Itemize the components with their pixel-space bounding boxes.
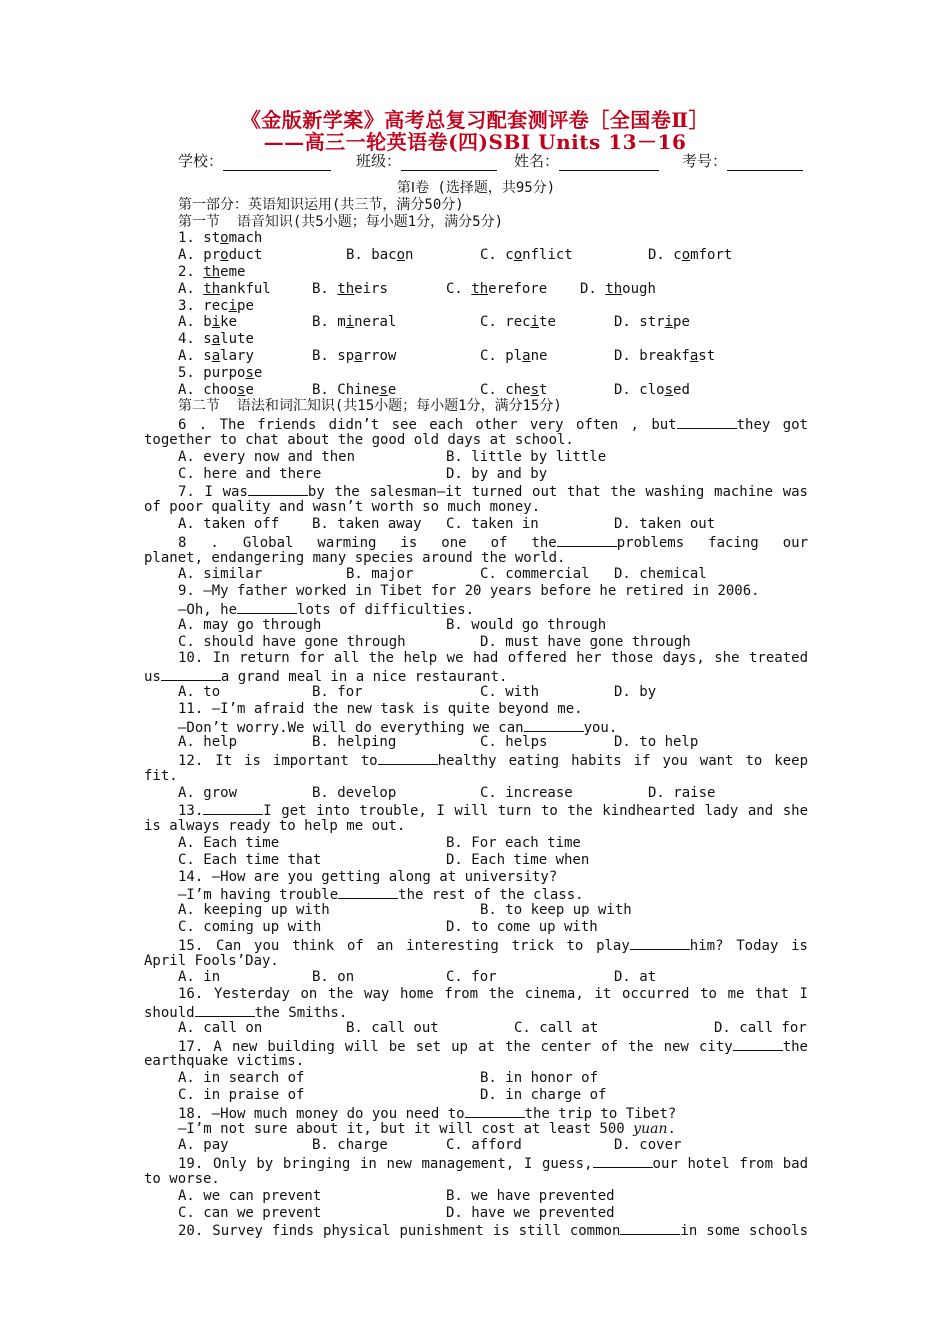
option-a[interactable]: A. we can prevent <box>178 1187 322 1204</box>
options-row <box>144 734 808 751</box>
question-16-cont: should the Smiths. <box>144 1005 348 1022</box>
phonetics-question-2: 2. theme <box>178 263 246 280</box>
option-b[interactable]: B. major <box>346 566 414 583</box>
option-c[interactable]: C. helps <box>480 734 548 751</box>
option-a[interactable]: A. Each time <box>178 835 280 852</box>
option-c[interactable]: C. chest <box>480 381 548 398</box>
phonetics-question-3: 3. recipe <box>178 297 254 314</box>
option-d[interactable]: D. have we prevented <box>446 1204 615 1221</box>
question-12-cont: fit. <box>144 767 178 784</box>
option-c[interactable]: C. Each time that <box>178 851 322 868</box>
answer-blank[interactable] <box>630 936 690 950</box>
option-b[interactable]: B. For each time <box>446 835 581 852</box>
options-row <box>144 919 808 936</box>
question-11-reply: —Don’t worry.We will do everything we can you. <box>178 719 618 736</box>
answer-blank[interactable] <box>237 600 297 614</box>
option-a[interactable]: A. pay <box>178 1137 229 1154</box>
options-row <box>144 852 808 869</box>
option-d[interactable]: D. comfort <box>648 247 733 264</box>
class-field[interactable]: 班级： <box>356 150 497 171</box>
option-b[interactable]: B. for <box>312 683 363 700</box>
options-row <box>144 1070 808 1087</box>
option-a[interactable]: A. choose <box>178 381 254 398</box>
option-d[interactable]: D. Each time when <box>446 851 590 868</box>
option-b[interactable]: B. little by little <box>446 448 607 465</box>
option-a[interactable]: A. grow <box>178 784 238 801</box>
option-b[interactable]: B. we have prevented <box>446 1187 615 1204</box>
options-row <box>144 449 808 466</box>
options-row <box>144 1137 808 1154</box>
question-10-cont: us a grand meal in a nice restaurant. <box>144 669 508 686</box>
question-7-cont: of poor quality and wasn’t worth so much money. <box>144 499 541 516</box>
option-b[interactable]: B. call out <box>346 1019 439 1036</box>
question-9: 9. —My father worked in Tibet for 20 years before he retired in 2006. <box>178 583 760 600</box>
option-d[interactable]: D. to help <box>614 734 699 751</box>
option-c[interactable]: C. can we prevent <box>178 1204 322 1221</box>
options-row <box>144 1205 808 1222</box>
option-b[interactable]: B. theirs <box>312 280 388 297</box>
option-c[interactable]: C. should have gone through <box>178 633 406 650</box>
options-row <box>144 281 808 298</box>
options-row <box>144 835 808 852</box>
option-a[interactable]: A. salary <box>178 347 254 364</box>
options-row <box>144 1087 808 1104</box>
question-9-reply: —Oh, he lots of difficulties. <box>178 601 475 618</box>
option-d[interactable]: D. by and by <box>446 465 548 482</box>
question-12: 12. It is important to healthy eating habits if you want to keep <box>178 753 808 770</box>
option-c[interactable]: C. afford <box>446 1137 522 1154</box>
option-c[interactable]: C. recite <box>480 314 556 331</box>
option-c[interactable]: C. therefore <box>446 280 548 297</box>
options-row <box>144 314 808 331</box>
question-16: 16. Yesterday on the way home from the cinema, it occurred to me that I <box>178 986 808 1003</box>
option-a[interactable]: A. to <box>178 683 221 700</box>
option-c[interactable]: C. call at <box>514 1019 599 1036</box>
phonetics-question-1: 1. stomach <box>178 230 263 247</box>
answer-blank[interactable] <box>248 482 308 496</box>
exam-subtitle: ——高三一轮英语卷(四)SBⅠ Units 13－16 <box>263 130 687 154</box>
option-a[interactable]: A. bike <box>178 314 238 331</box>
option-d[interactable]: D. must have gone through <box>480 633 691 650</box>
option-a[interactable]: A. in <box>178 969 221 986</box>
answer-blank[interactable] <box>338 885 398 899</box>
option-d[interactable]: D. raise <box>648 784 716 801</box>
options-row <box>144 785 808 802</box>
question-13-cont: is always ready to help me out. <box>144 818 406 835</box>
options-row <box>144 466 808 483</box>
options-row <box>144 247 808 264</box>
option-c[interactable]: C. plane <box>480 347 548 364</box>
options-row <box>144 382 808 399</box>
options-row <box>144 902 808 919</box>
exam-title: 《金版新学案》高考总复习配套测评卷［全国卷Ⅱ］ <box>240 108 710 132</box>
exam-number-field[interactable]: 考号： <box>682 150 803 171</box>
option-d[interactable]: D. taken out <box>614 515 716 532</box>
options-row <box>144 348 808 365</box>
option-b[interactable]: B. develop <box>312 784 397 801</box>
answer-blank[interactable] <box>465 1104 525 1118</box>
option-d[interactable]: D. stripe <box>614 314 690 331</box>
option-b[interactable]: B. bacon <box>346 247 414 264</box>
answer-blank[interactable] <box>593 1154 653 1168</box>
option-d[interactable]: D. though <box>580 280 656 297</box>
answer-blank[interactable] <box>524 718 584 732</box>
question-19-cont: to worse. <box>144 1171 220 1188</box>
option-d[interactable]: D. to come up with <box>446 919 598 936</box>
school-field[interactable]: 学校： <box>178 150 331 171</box>
option-c[interactable]: C. here and there <box>178 465 322 482</box>
question-13: 13. I get into trouble, I will turn to the kindhearted lady and she <box>178 803 808 820</box>
option-b[interactable]: B. charge <box>312 1137 388 1154</box>
question-6-cont: together to chat about the good old days at school. <box>144 431 574 448</box>
option-c[interactable]: C. in praise of <box>178 1087 305 1104</box>
option-a[interactable]: A. similar <box>178 566 263 583</box>
phonetics-question-4: 4. salute <box>178 331 254 348</box>
option-a[interactable]: A. taken off <box>178 515 280 532</box>
answer-blank[interactable] <box>677 415 737 429</box>
question-7: 7. I was by the salesman—it turned out that the washing machine was <box>178 484 808 501</box>
options-row <box>144 516 808 533</box>
option-b[interactable]: B. taken away <box>312 515 422 532</box>
question-20: 20. Survey finds physical punishment is still common in some schools <box>178 1223 808 1240</box>
option-d[interactable]: D. cover <box>614 1137 682 1154</box>
question-18-reply: —I’m not sure about it, but it will cost at least 500 yuan. <box>178 1120 676 1137</box>
options-row <box>144 684 808 701</box>
volume-heading: 第Ⅰ卷 (选择题，共95分) <box>396 180 556 196</box>
section1-heading: 第一节 语音知识(共5小题；每小题1分，满分5分) <box>178 213 503 230</box>
option-c[interactable]: C. taken in <box>446 515 539 532</box>
options-row <box>144 634 808 651</box>
option-a[interactable]: A. call on <box>178 1019 263 1036</box>
option-d[interactable]: D. in charge of <box>480 1087 607 1104</box>
option-b[interactable]: B. in honor of <box>480 1070 599 1087</box>
options-row <box>144 566 808 583</box>
answer-blank[interactable] <box>195 1003 255 1017</box>
option-a[interactable]: A. in search of <box>178 1070 305 1087</box>
answer-blank[interactable] <box>378 751 438 765</box>
answer-blank[interactable] <box>733 1037 783 1051</box>
option-b[interactable]: B. on <box>312 969 355 986</box>
options-row <box>144 617 808 634</box>
option-b[interactable]: B. mineral <box>312 314 397 331</box>
options-row <box>144 969 808 986</box>
option-d[interactable]: D. chemical <box>614 566 707 583</box>
option-b[interactable]: B. sparrow <box>312 347 397 364</box>
option-a[interactable]: A. product <box>178 247 263 264</box>
option-b[interactable]: B. to keep up with <box>480 902 632 919</box>
option-a[interactable]: A. keeping up with <box>178 902 330 919</box>
answer-blank[interactable] <box>557 533 617 547</box>
option-c[interactable]: C. conflict <box>480 247 573 264</box>
section2-heading: 第二节 语法和词汇知识(共15小题；每小题1分，满分15分) <box>178 398 562 415</box>
option-d[interactable]: D. breakfast <box>614 347 716 364</box>
part1-heading: 第一部分：英语知识运用(共三节，满分50分) <box>178 196 464 213</box>
exam-body <box>144 180 808 1238</box>
answer-blank[interactable] <box>161 667 221 681</box>
phonetics-question-5: 5. purpose <box>178 364 263 381</box>
question-6: 6 . The friends didn’t see each other very often , but they got <box>178 417 808 434</box>
option-c[interactable]: C. increase <box>480 784 573 801</box>
option-b[interactable]: B. would go through <box>446 616 607 633</box>
student-info-line <box>178 150 808 168</box>
phonetics-questions <box>144 230 808 398</box>
option-a[interactable]: A. help <box>178 734 238 751</box>
answer-blank[interactable] <box>203 801 263 815</box>
question-14: 14. —How are you getting along at university? <box>178 868 558 885</box>
option-b[interactable]: B. helping <box>312 734 397 751</box>
option-d[interactable]: D. by <box>614 683 657 700</box>
question-15-cont: April Fools’Day. <box>144 952 279 969</box>
option-a[interactable]: A. may go through <box>178 616 322 633</box>
question-17: 17. A new building will be set up at the center of the new city the <box>178 1038 808 1055</box>
question-8-cont: planet, endangering many species around the world. <box>144 549 566 566</box>
option-a[interactable]: A. every now and then <box>178 448 356 465</box>
option-b[interactable]: B. Chinese <box>312 381 397 398</box>
option-c[interactable]: C. coming up with <box>178 919 322 936</box>
question-11: 11. —I’m afraid the new task is quite beyond me. <box>178 700 583 717</box>
name-field[interactable]: 姓名： <box>514 150 659 171</box>
question-8: 8 . Global warming is one of the problems facing our <box>178 534 809 551</box>
option-c[interactable]: C. for <box>446 969 497 986</box>
option-a[interactable]: A. thankful <box>178 280 271 297</box>
answer-blank[interactable] <box>620 1221 680 1235</box>
question-18: 18. —How much money do you need to the trip to Tibet? <box>178 1105 677 1122</box>
options-row <box>144 1020 808 1037</box>
question-10: 10. In return for all the help we had offered her those days, she treated <box>178 650 808 667</box>
option-d[interactable]: D. closed <box>614 381 690 398</box>
option-d[interactable]: D. at <box>614 969 657 986</box>
option-c[interactable]: C. with <box>480 683 540 700</box>
question-15: 15. Can you think of an interesting trick to play him? Today is <box>178 937 808 954</box>
question-19: 19. Only by bringing in new management, I guess, our hotel from bad <box>178 1156 809 1173</box>
options-row <box>144 1188 808 1205</box>
option-d[interactable]: D. call for <box>714 1019 807 1036</box>
question-14-reply: —I’m having trouble the rest of the class. <box>178 887 584 904</box>
option-c[interactable]: C. commercial <box>480 566 590 583</box>
question-17-cont: earthquake victims. <box>144 1053 305 1070</box>
